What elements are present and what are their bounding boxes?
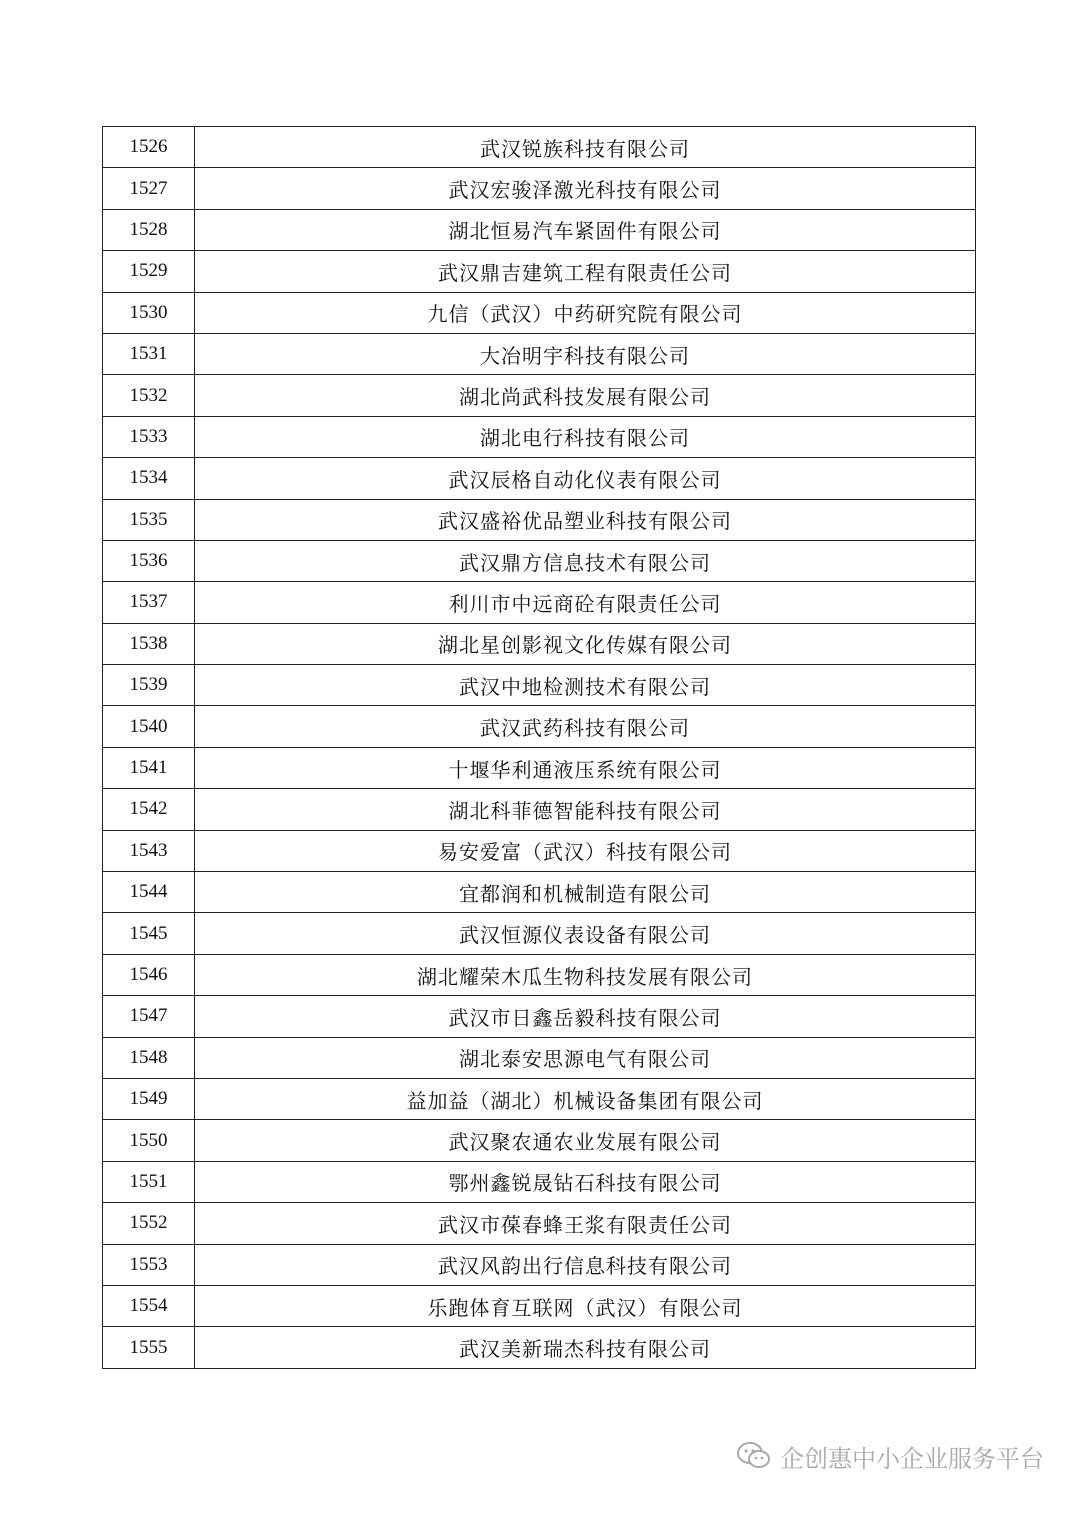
row-number: 1541 xyxy=(103,747,195,788)
table-row xyxy=(103,665,976,706)
watermark xyxy=(736,1436,1044,1476)
table-row xyxy=(103,872,976,913)
row-number: 1551 xyxy=(103,1161,195,1202)
company-name: 湖北泰安思源电气有限公司 xyxy=(195,1037,976,1078)
row-number: 1529 xyxy=(103,251,195,292)
row-number: 1533 xyxy=(103,416,195,457)
table-row xyxy=(103,251,976,292)
company-name: 武汉辰格自动化仪表有限公司 xyxy=(195,458,976,499)
row-number: 1545 xyxy=(103,913,195,954)
company-name: 武汉美新瑞杰科技有限公司 xyxy=(195,1327,976,1368)
row-number: 1535 xyxy=(103,499,195,540)
row-number: 1531 xyxy=(103,333,195,374)
company-name: 湖北星创影视文化传媒有限公司 xyxy=(195,623,976,664)
company-name: 易安爱富（武汉）科技有限公司 xyxy=(195,830,976,871)
company-name: 乐跑体育互联网（武汉）有限公司 xyxy=(195,1285,976,1326)
row-number: 1549 xyxy=(103,1078,195,1119)
table-row xyxy=(103,996,976,1037)
row-number: 1547 xyxy=(103,996,195,1037)
company-name: 湖北科菲德智能科技有限公司 xyxy=(195,789,976,830)
table-row xyxy=(103,954,976,995)
table-row xyxy=(103,830,976,871)
table-row xyxy=(103,458,976,499)
company-name: 武汉中地检测技术有限公司 xyxy=(195,665,976,706)
company-name: 武汉锐族科技有限公司 xyxy=(195,127,976,168)
row-number: 1544 xyxy=(103,872,195,913)
company-name: 湖北电行科技有限公司 xyxy=(195,416,976,457)
company-name: 湖北尚武科技发展有限公司 xyxy=(195,375,976,416)
row-number: 1536 xyxy=(103,540,195,581)
table-row xyxy=(103,375,976,416)
row-number: 1526 xyxy=(103,127,195,168)
row-number: 1552 xyxy=(103,1203,195,1244)
table-row xyxy=(103,582,976,623)
table-row xyxy=(103,1078,976,1119)
company-name: 湖北耀荣木瓜生物科技发展有限公司 xyxy=(195,954,976,995)
company-name: 武汉武药科技有限公司 xyxy=(195,706,976,747)
table-row xyxy=(103,706,976,747)
table-row xyxy=(103,292,976,333)
company-name: 九信（武汉）中药研究院有限公司 xyxy=(195,292,976,333)
row-number: 1540 xyxy=(103,706,195,747)
row-number: 1546 xyxy=(103,954,195,995)
company-name: 武汉鼎吉建筑工程有限责任公司 xyxy=(195,251,976,292)
table-row xyxy=(103,1285,976,1326)
company-list-table xyxy=(102,126,976,1369)
company-name: 大冶明宇科技有限公司 xyxy=(195,333,976,374)
row-number: 1528 xyxy=(103,209,195,250)
table-row xyxy=(103,623,976,664)
company-name: 武汉市日鑫岳毅科技有限公司 xyxy=(195,996,976,1037)
company-name: 益加益（湖北）机械设备集团有限公司 xyxy=(195,1078,976,1119)
table-row xyxy=(103,789,976,830)
row-number: 1543 xyxy=(103,830,195,871)
company-name: 湖北恒易汽车紧固件有限公司 xyxy=(195,209,976,250)
table-row xyxy=(103,747,976,788)
row-number: 1555 xyxy=(103,1327,195,1368)
company-name: 武汉盛裕优品塑业科技有限公司 xyxy=(195,499,976,540)
table-row xyxy=(103,1244,976,1285)
wechat-icon xyxy=(736,1441,772,1471)
table-row xyxy=(103,499,976,540)
row-number: 1542 xyxy=(103,789,195,830)
table-row xyxy=(103,333,976,374)
table-row xyxy=(103,416,976,457)
row-number: 1554 xyxy=(103,1285,195,1326)
company-name: 武汉聚农通农业发展有限公司 xyxy=(195,1120,976,1161)
company-name: 武汉恒源仪表设备有限公司 xyxy=(195,913,976,954)
company-name: 武汉宏骏泽激光科技有限公司 xyxy=(195,168,976,209)
row-number: 1553 xyxy=(103,1244,195,1285)
table-row xyxy=(103,1203,976,1244)
table-row xyxy=(103,540,976,581)
company-name: 利川市中远商砼有限责任公司 xyxy=(195,582,976,623)
table-row xyxy=(103,1037,976,1078)
table-row xyxy=(103,913,976,954)
table-row xyxy=(103,127,976,168)
row-number: 1548 xyxy=(103,1037,195,1078)
table-row xyxy=(103,168,976,209)
row-number: 1532 xyxy=(103,375,195,416)
company-name: 武汉风韵出行信息科技有限公司 xyxy=(195,1244,976,1285)
company-name: 十堰华利通液压系统有限公司 xyxy=(195,747,976,788)
row-number: 1539 xyxy=(103,665,195,706)
row-number: 1538 xyxy=(103,623,195,664)
table-row xyxy=(103,1120,976,1161)
table-row xyxy=(103,209,976,250)
table-body xyxy=(103,127,976,1369)
table-row xyxy=(103,1161,976,1202)
company-name: 鄂州鑫锐晟钻石科技有限公司 xyxy=(195,1161,976,1202)
row-number: 1537 xyxy=(103,582,195,623)
company-name: 武汉鼎方信息技术有限公司 xyxy=(195,540,976,581)
row-number: 1534 xyxy=(103,458,195,499)
row-number: 1527 xyxy=(103,168,195,209)
row-number: 1550 xyxy=(103,1120,195,1161)
company-name: 宜都润和机械制造有限公司 xyxy=(195,872,976,913)
table-row xyxy=(103,1327,976,1368)
watermark-text: 企创惠中小企业服务平台 xyxy=(780,1444,1044,1473)
company-name: 武汉市葆春蜂王浆有限责任公司 xyxy=(195,1203,976,1244)
row-number: 1530 xyxy=(103,292,195,333)
